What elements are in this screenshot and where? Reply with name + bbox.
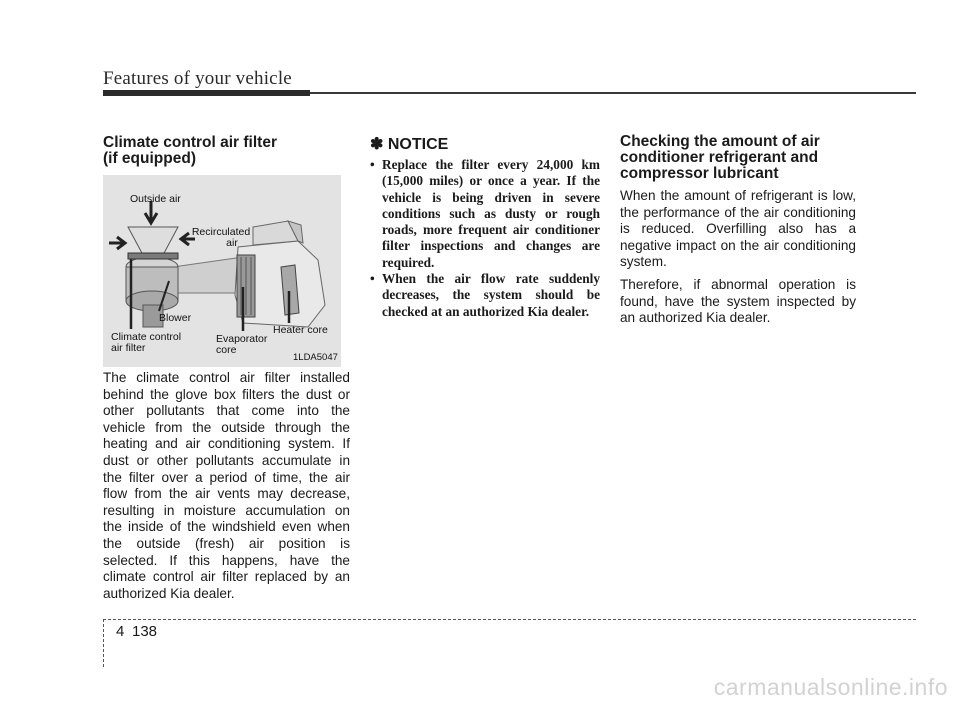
page-header-title: Features of your vehicle [103, 68, 292, 89]
evaporator-label-line1: Evaporator [216, 333, 268, 345]
recirculated-line2: air [226, 237, 238, 249]
bullet-icon: • [370, 157, 375, 172]
filter-label-line1: Climate control [111, 331, 182, 343]
footer-vertical-rule [103, 619, 104, 667]
left-air-arrow-icon [109, 237, 125, 249]
blower-label: Blower [159, 312, 192, 324]
notice-title: ✽ NOTICE [370, 136, 449, 153]
evaporator-label-line2: core [216, 344, 237, 356]
refrigerant-body-text [620, 188, 856, 333]
page-number: 138 [132, 623, 158, 640]
refrigerant-paragraph-1: When the amount of refrigerant is low, the performance of the air conditioning is reduced. Overfilling also has a negative impact on the air conditioning system. [620, 188, 856, 270]
header-rule-accent [103, 90, 310, 96]
refrigerant-paragraph-2: Therefore, if abnormal operation is found, have the system inspected by an authorized Kia dealer. [620, 276, 856, 326]
air-filter-figure [103, 175, 341, 367]
recirculated-line1: Recirculated [191, 226, 251, 238]
evaporator-label [216, 334, 267, 356]
outside-air-label: Outside air [130, 193, 181, 205]
refrigerant-title-line2: conditioner refrigerant and [620, 149, 819, 166]
filter-body-text [103, 370, 350, 608]
chapter-number: 4 [116, 623, 125, 640]
refrigerant-title-line1: Checking the amount of air [620, 133, 820, 150]
heater-core-label: Heater core [273, 324, 328, 336]
footer-rule [103, 619, 916, 620]
watermark: carmanualsonline.info [713, 674, 948, 700]
recirculated-air-label [187, 227, 255, 249]
figure-code: 1LDA5047 [293, 352, 338, 363]
bullet-icon: • [370, 271, 375, 287]
filter-title-line1: Climate control air filter [103, 134, 277, 151]
notice-item-text: When the air flow rate suddenly decreases, the system should be checked at an authorized Kia dealer. [382, 271, 600, 319]
refrigerant-title-line3: compressor lubricant [620, 165, 779, 182]
filter-section-title [103, 135, 350, 167]
filter-label-line2: air filter [111, 342, 146, 354]
filter-label [111, 332, 181, 354]
air-intake [128, 227, 178, 255]
filter-paragraph: The climate control air filter installed behind the glove box filters the dust or other pollutants that come into the vehicle from the outside through the heating and air conditioning system. If dust or other pollutants accumulate in the filter over a period of time, the air flow from the air vents may decrease, resulting in moisture accumulation on the inside of the windshield even when the outside (fresh) air position is selected. If this happens, have the climate control air filter replaced by an authorized Kia dealer. [103, 370, 350, 601]
refrigerant-section-title [620, 134, 856, 182]
filter-element [128, 253, 178, 259]
notice-item [370, 157, 600, 271]
notice-list [370, 157, 600, 320]
notice-item-text: Replace the filter every 24,000 km (15,000 miles) or once a year. If the vehicle is being driven in severe conditions such as dusty or rough roads, more frequent air conditioner filter inspections and changes are required. [382, 157, 600, 270]
filter-title-line2: (if equipped) [103, 150, 196, 167]
notice-item [370, 271, 600, 320]
